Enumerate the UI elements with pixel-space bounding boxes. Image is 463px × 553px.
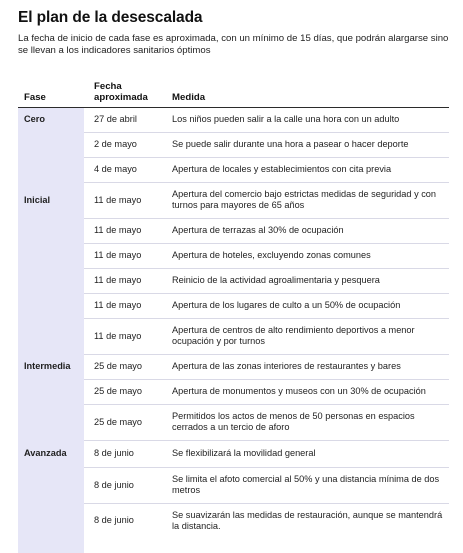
cell-fecha: 8 de junio <box>84 440 172 467</box>
cell-fase: Cero <box>24 114 45 125</box>
table-row <box>18 107 449 132</box>
table-row <box>18 503 449 538</box>
table-row <box>18 218 449 243</box>
cell-medida: Apertura del comercio bajo estrictas medidas de seguridad y con turnos para mayores de 65 años <box>172 182 449 218</box>
table-row <box>18 268 449 293</box>
page-subtitle: La fecha de inicio de cada fase es aproximada, con un mínimo de 15 días, que podrán alargarse sino se llevan a los indicadores sanitarios óptimos <box>18 33 449 56</box>
cell-medida: Se flexibilizará la movilidad general <box>172 440 449 467</box>
column-header-fecha <box>84 76 172 107</box>
table-row <box>18 182 449 218</box>
cell-fase <box>18 293 84 318</box>
cell-fecha: 2 de mayo <box>84 132 172 157</box>
cell-medida: Apertura de hoteles, excluyendo zonas comunes <box>172 243 449 268</box>
cell-medida: Los niños pueden salir a la calle una hora con un adulto <box>172 107 449 132</box>
cell-fase: Intermedia <box>24 361 71 371</box>
cell-medida: Apertura de las zonas interiores de restaurantes y bares <box>172 354 449 379</box>
column-header-fecha-line1: Fecha <box>94 80 122 92</box>
desescalada-table-container <box>18 76 449 538</box>
cell-fase <box>18 379 84 404</box>
table-row <box>18 243 449 268</box>
cell-fase <box>18 132 84 157</box>
column-header-fecha-line2: aproximada <box>94 92 148 103</box>
cell-fecha: 4 de mayo <box>84 157 172 182</box>
table-body <box>18 107 449 538</box>
cell-fase: Inicial <box>24 194 51 205</box>
cell-fase: Avanzada <box>24 448 67 458</box>
cell-fecha: 8 de junio <box>84 467 172 503</box>
cell-fecha: 11 de mayo <box>84 243 172 268</box>
cell-fecha: 11 de mayo <box>84 182 172 218</box>
table-row <box>18 379 449 404</box>
cell-medida: Se puede salir durante una hora a pasear o hacer deporte <box>172 132 449 157</box>
cell-medida: Reinicio de la actividad agroalimentaria y pesquera <box>172 268 449 293</box>
cell-fecha: 8 de junio <box>94 515 134 526</box>
cell-medida: Apertura de centros de alto rendimiento deportivos a menor ocupación y por turnos <box>172 318 449 354</box>
cell-medida: Se suavizarán las medidas de restauración, aunque se mantendrá la distancia. <box>172 509 443 531</box>
cell-fecha: 27 de abril <box>84 107 172 132</box>
cell-fase <box>18 157 84 182</box>
cell-fecha: 25 de mayo <box>84 379 172 404</box>
cell-medida: Apertura de los lugares de culto a un 50% de ocupación <box>172 293 449 318</box>
table-row <box>18 440 449 467</box>
table-row <box>18 132 449 157</box>
cell-medida: Apertura de monumentos y museos con un 30% de ocupación <box>172 379 449 404</box>
table-row <box>18 354 449 379</box>
cell-fase <box>18 268 84 293</box>
desescalada-table <box>18 76 449 538</box>
cell-medida: Se limita el afoto comercial al 50% y una distancia mínima de dos metros <box>172 467 449 503</box>
cell-fase <box>18 404 84 440</box>
table-row <box>18 404 449 440</box>
table-header-row <box>18 76 449 107</box>
cell-medida: Apertura de locales y establecimientos con cita previa <box>172 157 449 182</box>
cell-fase <box>18 467 84 503</box>
table-row <box>18 318 449 354</box>
cell-fase <box>18 503 84 538</box>
cell-fase <box>18 243 84 268</box>
column-header-fase: Fase <box>18 76 84 107</box>
cell-fase <box>18 218 84 243</box>
cell-fecha: 25 de mayo <box>84 404 172 440</box>
cell-medida: Permitidos los actos de menos de 50 personas en espacios cerrados a un tercio de aforo <box>172 404 449 440</box>
cell-fecha: 11 de mayo <box>84 268 172 293</box>
page-title: El plan de la desescalada <box>18 9 203 26</box>
cell-fecha: 11 de mayo <box>84 318 172 354</box>
table-row <box>18 157 449 182</box>
cell-fecha: 11 de mayo <box>84 293 172 318</box>
cell-fecha: 11 de mayo <box>84 218 172 243</box>
cell-fase <box>18 318 84 354</box>
table-row <box>18 467 449 503</box>
cell-medida: Apertura de terrazas al 30% de ocupación <box>172 218 449 243</box>
column-header-medida: Medida <box>172 76 449 107</box>
table-row <box>18 293 449 318</box>
cell-fecha: 25 de mayo <box>84 354 172 379</box>
